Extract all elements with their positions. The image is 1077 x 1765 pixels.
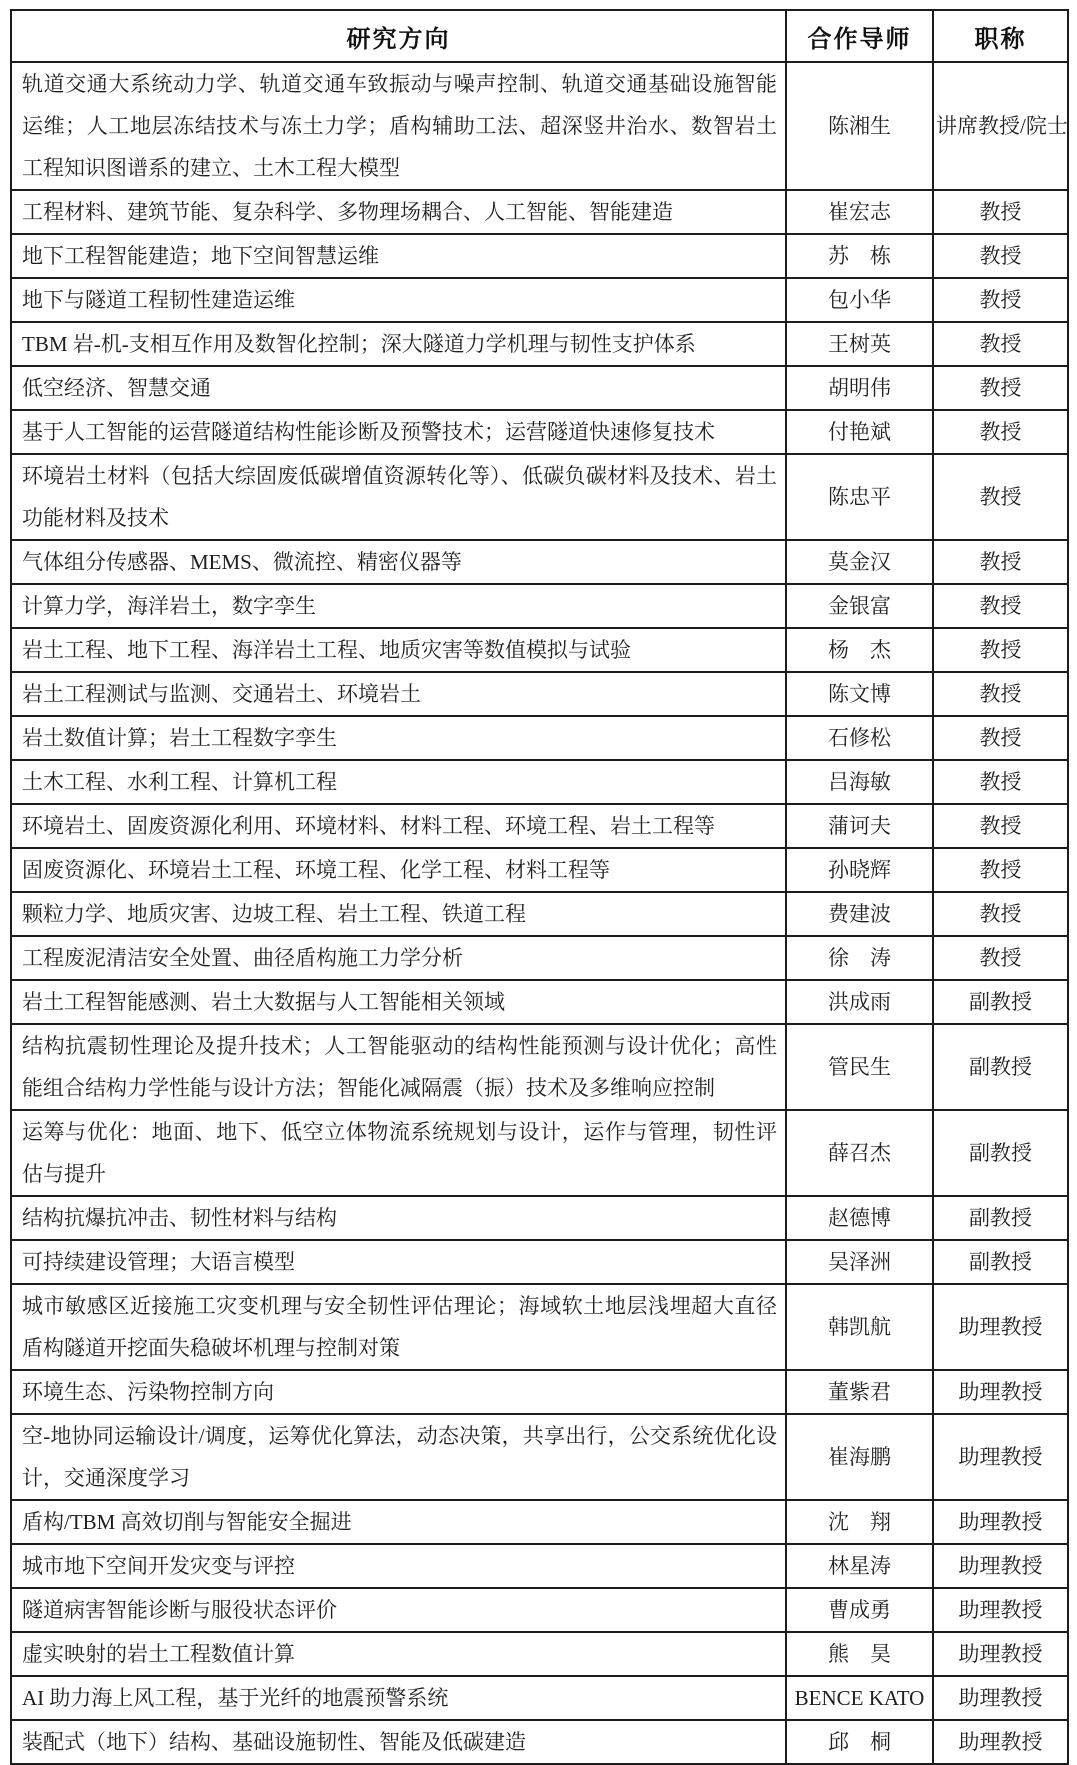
- title-cell: 教授: [933, 234, 1068, 278]
- supervisor-cell: 管民生: [786, 1024, 933, 1110]
- title-cell: 教授: [933, 540, 1068, 584]
- table-row: [11, 584, 1068, 628]
- supervisor-cell: 邱 桐: [786, 1720, 933, 1764]
- table-row: [11, 540, 1068, 584]
- table-row: [11, 1544, 1068, 1588]
- title-cell: 教授: [933, 936, 1068, 980]
- direction-cell: 空-地协同运输设计/调度，运筹优化算法，动态决策，共享出行，公交系统优化设计，交通深度学习: [11, 1414, 786, 1500]
- supervisor-cell: 胡明伟: [786, 366, 933, 410]
- table-row: [11, 672, 1068, 716]
- direction-cell: 城市敏感区近接施工灾变机理与安全韧性评估理论；海域软土地层浅埋超大直径盾构隧道开挖面失稳破坏机理与控制对策: [11, 1284, 786, 1370]
- supervisor-cell: 石修松: [786, 716, 933, 760]
- table-row: [11, 716, 1068, 760]
- supervisor-cell: 崔宏志: [786, 190, 933, 234]
- title-cell: 副教授: [933, 1196, 1068, 1240]
- supervisor-cell: 苏 栋: [786, 234, 933, 278]
- title-cell: 讲席教授/院士: [933, 62, 1068, 190]
- supervisor-cell: 陈文博: [786, 672, 933, 716]
- title-cell: 教授: [933, 190, 1068, 234]
- supervisor-cell: 林星涛: [786, 1544, 933, 1588]
- table-row: [11, 1720, 1068, 1764]
- supervisor-cell: 董紫君: [786, 1370, 933, 1414]
- direction-cell: 环境生态、污染物控制方向: [11, 1370, 786, 1414]
- table-row: [11, 1370, 1068, 1414]
- title-cell: 助理教授: [933, 1284, 1068, 1370]
- direction-cell: 虚实映射的岩土工程数值计算: [11, 1632, 786, 1676]
- column-header-direction: 研究方向: [11, 10, 786, 62]
- table-row: [11, 1676, 1068, 1720]
- title-cell: 副教授: [933, 1024, 1068, 1110]
- supervisor-cell: 陈忠平: [786, 454, 933, 540]
- title-cell: 教授: [933, 848, 1068, 892]
- direction-cell: AI 助力海上风工程，基于光纤的地震预警系统: [11, 1676, 786, 1720]
- direction-cell: 轨道交通大系统动力学、轨道交通车致振动与噪声控制、轨道交通基础设施智能运维；人工地层冻结技术与冻土力学；盾构辅助工法、超深竖井治水、数智岩土工程知识图谱系的建立、土木工程大模型: [11, 62, 786, 190]
- table-row: [11, 1240, 1068, 1284]
- column-header-supervisor: 合作导师: [786, 10, 933, 62]
- title-cell: 副教授: [933, 980, 1068, 1024]
- table-row: [11, 1024, 1068, 1110]
- table-row: [11, 1196, 1068, 1240]
- table-row: [11, 62, 1068, 190]
- direction-cell: 环境岩土材料（包括大综固废低碳增值资源转化等）、低碳负碳材料及技术、岩土功能材料及技术: [11, 454, 786, 540]
- supervisor-cell: 熊 昊: [786, 1632, 933, 1676]
- title-cell: 助理教授: [933, 1414, 1068, 1500]
- direction-cell: 工程废泥清洁安全处置、曲径盾构施工力学分析: [11, 936, 786, 980]
- header-row: [11, 10, 1068, 62]
- title-cell: 教授: [933, 410, 1068, 454]
- supervisor-cell: 金银富: [786, 584, 933, 628]
- table-body: [11, 62, 1068, 1764]
- direction-cell: 地下与隧道工程韧性建造运维: [11, 278, 786, 322]
- direction-cell: 岩土工程测试与监测、交通岩土、环境岩土: [11, 672, 786, 716]
- table-row: [11, 1500, 1068, 1544]
- supervisor-cell: 沈 翔: [786, 1500, 933, 1544]
- title-cell: 教授: [933, 804, 1068, 848]
- direction-cell: 低空经济、智慧交通: [11, 366, 786, 410]
- direction-cell: 结构抗震韧性理论及提升技术；人工智能驱动的结构性能预测与设计优化；高性能组合结构力学性能与设计方法；智能化减隔震（振）技术及多维响应控制: [11, 1024, 786, 1110]
- direction-cell: 颗粒力学、地质灾害、边坡工程、岩土工程、铁道工程: [11, 892, 786, 936]
- supervisor-cell: 莫金汉: [786, 540, 933, 584]
- table-row: [11, 804, 1068, 848]
- direction-cell: 固废资源化、环境岩土工程、环境工程、化学工程、材料工程等: [11, 848, 786, 892]
- table-row: [11, 366, 1068, 410]
- supervisor-cell: 曹成勇: [786, 1588, 933, 1632]
- title-cell: 教授: [933, 892, 1068, 936]
- direction-cell: 岩土工程智能感测、岩土大数据与人工智能相关领域: [11, 980, 786, 1024]
- table-row: [11, 234, 1068, 278]
- table-row: [11, 1632, 1068, 1676]
- direction-cell: 运筹与优化：地面、地下、低空立体物流系统规划与设计，运作与管理，韧性评估与提升: [11, 1110, 786, 1196]
- title-cell: 助理教授: [933, 1676, 1068, 1720]
- supervisor-cell: 王树英: [786, 322, 933, 366]
- table-row: [11, 410, 1068, 454]
- table-row: [11, 760, 1068, 804]
- supervisor-cell: 孙晓辉: [786, 848, 933, 892]
- direction-cell: 地下工程智能建造；地下空间智慧运维: [11, 234, 786, 278]
- column-header-title: 职称: [933, 10, 1068, 62]
- table-row: [11, 1414, 1068, 1500]
- title-cell: 教授: [933, 760, 1068, 804]
- supervisor-cell: BENCE KATO: [786, 1676, 933, 1720]
- supervisor-cell: 崔海鹏: [786, 1414, 933, 1500]
- direction-cell: 结构抗爆抗冲击、韧性材料与结构: [11, 1196, 786, 1240]
- direction-cell: 气体组分传感器、MEMS、微流控、精密仪器等: [11, 540, 786, 584]
- title-cell: 教授: [933, 322, 1068, 366]
- supervisor-cell: 吕海敏: [786, 760, 933, 804]
- title-cell: 副教授: [933, 1240, 1068, 1284]
- title-cell: 助理教授: [933, 1544, 1068, 1588]
- direction-cell: 装配式（地下）结构、基础设施韧性、智能及低碳建造: [11, 1720, 786, 1764]
- direction-cell: 隧道病害智能诊断与服役状态评价: [11, 1588, 786, 1632]
- faculty-research-table: [10, 9, 1069, 1765]
- direction-cell: TBM 岩-机-支相互作用及数智化控制；深大隧道力学机理与韧性支护体系: [11, 322, 786, 366]
- supervisor-cell: 徐 涛: [786, 936, 933, 980]
- title-cell: 教授: [933, 672, 1068, 716]
- direction-cell: 工程材料、建筑节能、复杂科学、多物理场耦合、人工智能、智能建造: [11, 190, 786, 234]
- title-cell: 助理教授: [933, 1500, 1068, 1544]
- supervisor-cell: 蒲诃夫: [786, 804, 933, 848]
- table-row: [11, 454, 1068, 540]
- direction-cell: 岩土数值计算；岩土工程数字孪生: [11, 716, 786, 760]
- title-cell: 助理教授: [933, 1720, 1068, 1764]
- title-cell: 教授: [933, 454, 1068, 540]
- supervisor-cell: 吴泽洲: [786, 1240, 933, 1284]
- table-row: [11, 1284, 1068, 1370]
- table-row: [11, 278, 1068, 322]
- supervisor-cell: 赵德博: [786, 1196, 933, 1240]
- supervisor-cell: 杨 杰: [786, 628, 933, 672]
- supervisor-cell: 费建波: [786, 892, 933, 936]
- direction-cell: 可持续建设管理；大语言模型: [11, 1240, 786, 1284]
- direction-cell: 土木工程、水利工程、计算机工程: [11, 760, 786, 804]
- table-row: [11, 190, 1068, 234]
- table-row: [11, 980, 1068, 1024]
- table-row: [11, 848, 1068, 892]
- direction-cell: 盾构/TBM 高效切削与智能安全掘进: [11, 1500, 786, 1544]
- title-cell: 教授: [933, 716, 1068, 760]
- table-header: [11, 10, 1068, 62]
- title-cell: 副教授: [933, 1110, 1068, 1196]
- title-cell: 助理教授: [933, 1632, 1068, 1676]
- title-cell: 助理教授: [933, 1588, 1068, 1632]
- title-cell: 教授: [933, 366, 1068, 410]
- table-row: [11, 892, 1068, 936]
- table-row: [11, 628, 1068, 672]
- supervisor-cell: 付艳斌: [786, 410, 933, 454]
- supervisor-cell: 陈湘生: [786, 62, 933, 190]
- supervisor-cell: 薛召杰: [786, 1110, 933, 1196]
- title-cell: 教授: [933, 628, 1068, 672]
- direction-cell: 岩土工程、地下工程、海洋岩土工程、地质灾害等数值模拟与试验: [11, 628, 786, 672]
- direction-cell: 城市地下空间开发灾变与评控: [11, 1544, 786, 1588]
- direction-cell: 基于人工智能的运营隧道结构性能诊断及预警技术；运营隧道快速修复技术: [11, 410, 786, 454]
- supervisor-cell: 韩凯航: [786, 1284, 933, 1370]
- title-cell: 教授: [933, 584, 1068, 628]
- direction-cell: 环境岩土、固废资源化利用、环境材料、材料工程、环境工程、岩土工程等: [11, 804, 786, 848]
- table-row: [11, 936, 1068, 980]
- title-cell: 教授: [933, 278, 1068, 322]
- table-row: [11, 1588, 1068, 1632]
- supervisor-cell: 包小华: [786, 278, 933, 322]
- table-row: [11, 322, 1068, 366]
- title-cell: 助理教授: [933, 1370, 1068, 1414]
- table-row: [11, 1110, 1068, 1196]
- supervisor-cell: 洪成雨: [786, 980, 933, 1024]
- direction-cell: 计算力学，海洋岩土，数字孪生: [11, 584, 786, 628]
